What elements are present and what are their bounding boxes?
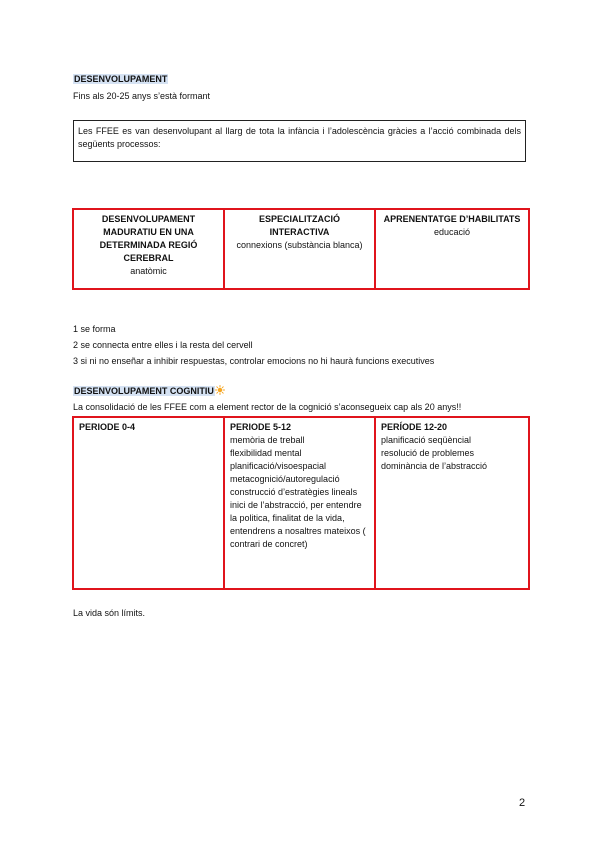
period-item: metacognició/autoregulació [230, 474, 340, 484]
notes-list [73, 323, 533, 368]
section-heading-desenvolupament: DESENVOLUPAMENT [74, 74, 168, 84]
period-cell [375, 417, 529, 589]
period-cell [73, 417, 224, 589]
intro-box [73, 120, 526, 162]
period-item: dominància de l’abstracció [381, 461, 488, 471]
period-item: planificació/visoespacial [230, 461, 327, 471]
process-cell [73, 209, 224, 289]
process-cell [375, 209, 529, 289]
period-cell [224, 417, 375, 589]
closing-text: La vida són límits. [73, 608, 146, 618]
note-item: 3 si ni no enseñar a inhibir respuestas, controlar emocions no hi haurà funcions executives [73, 356, 435, 366]
intro-box-text: Les FFEE es van desenvolupant al llarg de tota la infància i l’adolescència gràcies a l’acció combinada dels següents processos: [78, 126, 521, 149]
section-heading-cognitiu: DESENVOLUPAMENT COGNITIU [73, 385, 225, 398]
section2-subtitle: La consolidació de les FFEE com a element rector de la cognició s’aconsegueix cap als 20 anys!! [73, 402, 462, 412]
period-item: planificació seqüèncial [381, 435, 472, 445]
periods-table [72, 416, 530, 590]
process-cell-title: ESPECIALITZACIÓ INTERACTIVA [258, 214, 340, 237]
period-item: construcció d’estratègies lineals [230, 487, 358, 497]
period-item: memòria de treball [230, 435, 305, 445]
process-cell-body: educació [433, 227, 471, 237]
note-item: 2 se connecta entre elles i la resta del cervell [73, 340, 253, 350]
period-item: flexibilidad mental [230, 448, 302, 458]
process-cell-body: anatòmic [130, 266, 167, 276]
process-cell [224, 209, 375, 289]
section-subtitle: Fins als 20-25 anys s’està formant [73, 91, 211, 101]
period-title: PERIODE 5-12 [230, 422, 292, 432]
period-item: resolució de problemes [381, 448, 475, 458]
process-table [72, 208, 530, 290]
period-item: inici de l’abstracció, per entendre la politica, finalitat de la vida, entendrens a nosaltres mateixos ( contrari de concret) [230, 500, 366, 549]
period-title: PERÍODE 12-20 [381, 422, 448, 432]
process-cell-body: connexions (substància blanca) [236, 240, 363, 250]
note-item: 1 se forma [73, 324, 116, 334]
sun-emoji-icon [215, 385, 225, 395]
process-cell-title: DESENVOLUPAMENT MADURATIU EN UNA DETERMINADA REGIÓ CEREBRAL [99, 214, 198, 263]
process-cell-title: APRENENTATGE D’HABILITATS [383, 214, 521, 224]
period-title: PERIODE 0-4 [79, 422, 136, 432]
page-number: 2 [519, 797, 526, 809]
